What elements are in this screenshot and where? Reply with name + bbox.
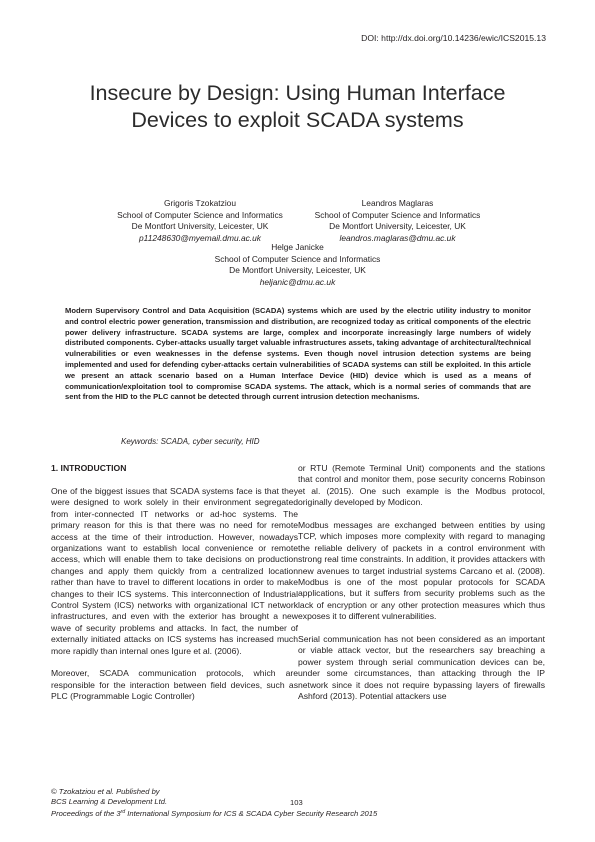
footer-publisher: BCS Learning & Development Ltd. [51, 797, 168, 807]
title-line-1: Insecure by Design: Using Human Interface [89, 81, 506, 105]
page-number: 103 [290, 798, 303, 807]
footer [51, 787, 377, 820]
footer-proceedings [51, 807, 377, 819]
paragraph: or RTU (Remote Terminal Unit) components and the stations that control and monitor them, pose security concerns Robinson et al. (2015). One such example is the Modbus protocol, originally developed by Modicon. [298, 463, 545, 508]
footer-copyright: © Tzokatziou et al. Published by [51, 787, 160, 796]
paragraph: Moreover, SCADA communication protocols, which are responsible for the interaction between field devices, such as PLC (Programmable Logic Controller) [51, 668, 298, 702]
author-institution: De Montfort University, Leicester, UK [329, 221, 466, 232]
author-name: Leandros Maglaras [361, 198, 434, 208]
keywords: Keywords: SCADA, cyber security, HID [121, 437, 260, 446]
right-column [298, 463, 545, 714]
left-column [51, 463, 298, 714]
author-institution: De Montfort University, Leicester, UK [131, 221, 269, 232]
abstract: Modern Supervisory Control and Data Acquisition (SCADA) systems which are used by the electric utility industry to monitor and control electric power generation, transmission and distribution, are recognized today as critical components of the electric power delivery infrastructure. SCADA systems are large, complex and incorporate increasingly large numbers of widely distributed components. Cyber-attacks usually target valuable infrastructures assets, taking advantage of architectural/technical vulnerabilities or even weaknesses in the defense systems. Even though novel intrusion detection systems are being implemented and used for defending cyber-attacks certain vulnerabilities of SCADA systems can still be exploited. In this article we present an attack scenario based on a Human Interface Device (HID) device which is used as a means of communication/exploitation tool to compromise SCADA systems. The attack, which is a normal series of commands that are sent from the HID to the PLC cannot be detected through current intrusion detection mechanisms. [65, 306, 531, 402]
author-block-2 [300, 198, 495, 244]
proceedings-text: Proceedings of the 3 [51, 809, 121, 819]
paragraph: Modbus messages are exchanged between entities by using TCP, which imposes more complexity with regard to managing the reliable delivery of packets in a control environment with strong real time constraints. In addition, it provides attackers with new avenues to target industrial systems Carcano et al. (2008). Modbus is one of the most popular protocols for SCADA applications, but it suffers from security problems such as the lack of encryption or any other protection measures which thus exposes it to different vulnerabilities. [298, 520, 545, 622]
author-email[interactable]: heljanic@dmu.ac.uk [259, 276, 336, 287]
proceedings-text-rest: International Symposium for ICS & SCADA Cyber Security Research 2015 [125, 809, 378, 819]
author-affiliation: School of Computer Science and Informatics [214, 253, 381, 264]
paragraph: Serial communication has not been considered as an important or viable attack vector, but the researchers say breaching a power system through serial communication devices can be, under some circumstances, than attacking through the IP network since it does not require bypassing layers of firewalls Ashford (2013). Potential attackers use [298, 634, 545, 702]
title-line-2: Devices to exploit SCADA systems [131, 108, 464, 132]
doi-line: DOI: http://dx.doi.org/10.14236/ewic/ICS2015.13 [361, 33, 546, 43]
ordinal-suffix: rd [120, 809, 126, 816]
paper-title [30, 80, 565, 134]
author-name: Grigoris Tzokatziou [164, 198, 236, 208]
author-name: Helge Janicke [271, 242, 324, 252]
author-email[interactable]: leandros.maglaras@dmu.ac.uk [339, 232, 456, 243]
author-institution: De Montfort University, Leicester, UK [229, 265, 366, 276]
author-block-1 [100, 198, 300, 244]
author-affiliation: School of Computer Science and Informatics [314, 209, 481, 220]
author-email[interactable]: p11248630@myemail.dmu.ac.uk [139, 232, 261, 243]
author-affiliation: School of Computer Science and Informatics [117, 209, 283, 220]
section-heading: 1. INTRODUCTION [51, 463, 127, 473]
paragraph: One of the biggest issues that SCADA systems face is that they were designed to work solely in their environment segregated from inter-connected IT networks or ad-hoc systems. The primary reason for this is that there was no need for remote access at the time of their introduction. However, nowadays organizations want to establish local convenience or remote access, which will enable them to take decisions on production changes and apply them quickly from a centralized location rather than have to travel to different locations in order to make changes to their ICS systems. This interconnection of Industrial Control System (ICS) networks with organizational ICT network infrastructures, and even with the exterior has brought a new wave of security problems and attacks. In fact, the number of externally initiated attacks on ICS systems has increased much more rapidly than internal ones Igure et al. (2006). [51, 486, 298, 656]
author-block-3 [190, 242, 405, 288]
